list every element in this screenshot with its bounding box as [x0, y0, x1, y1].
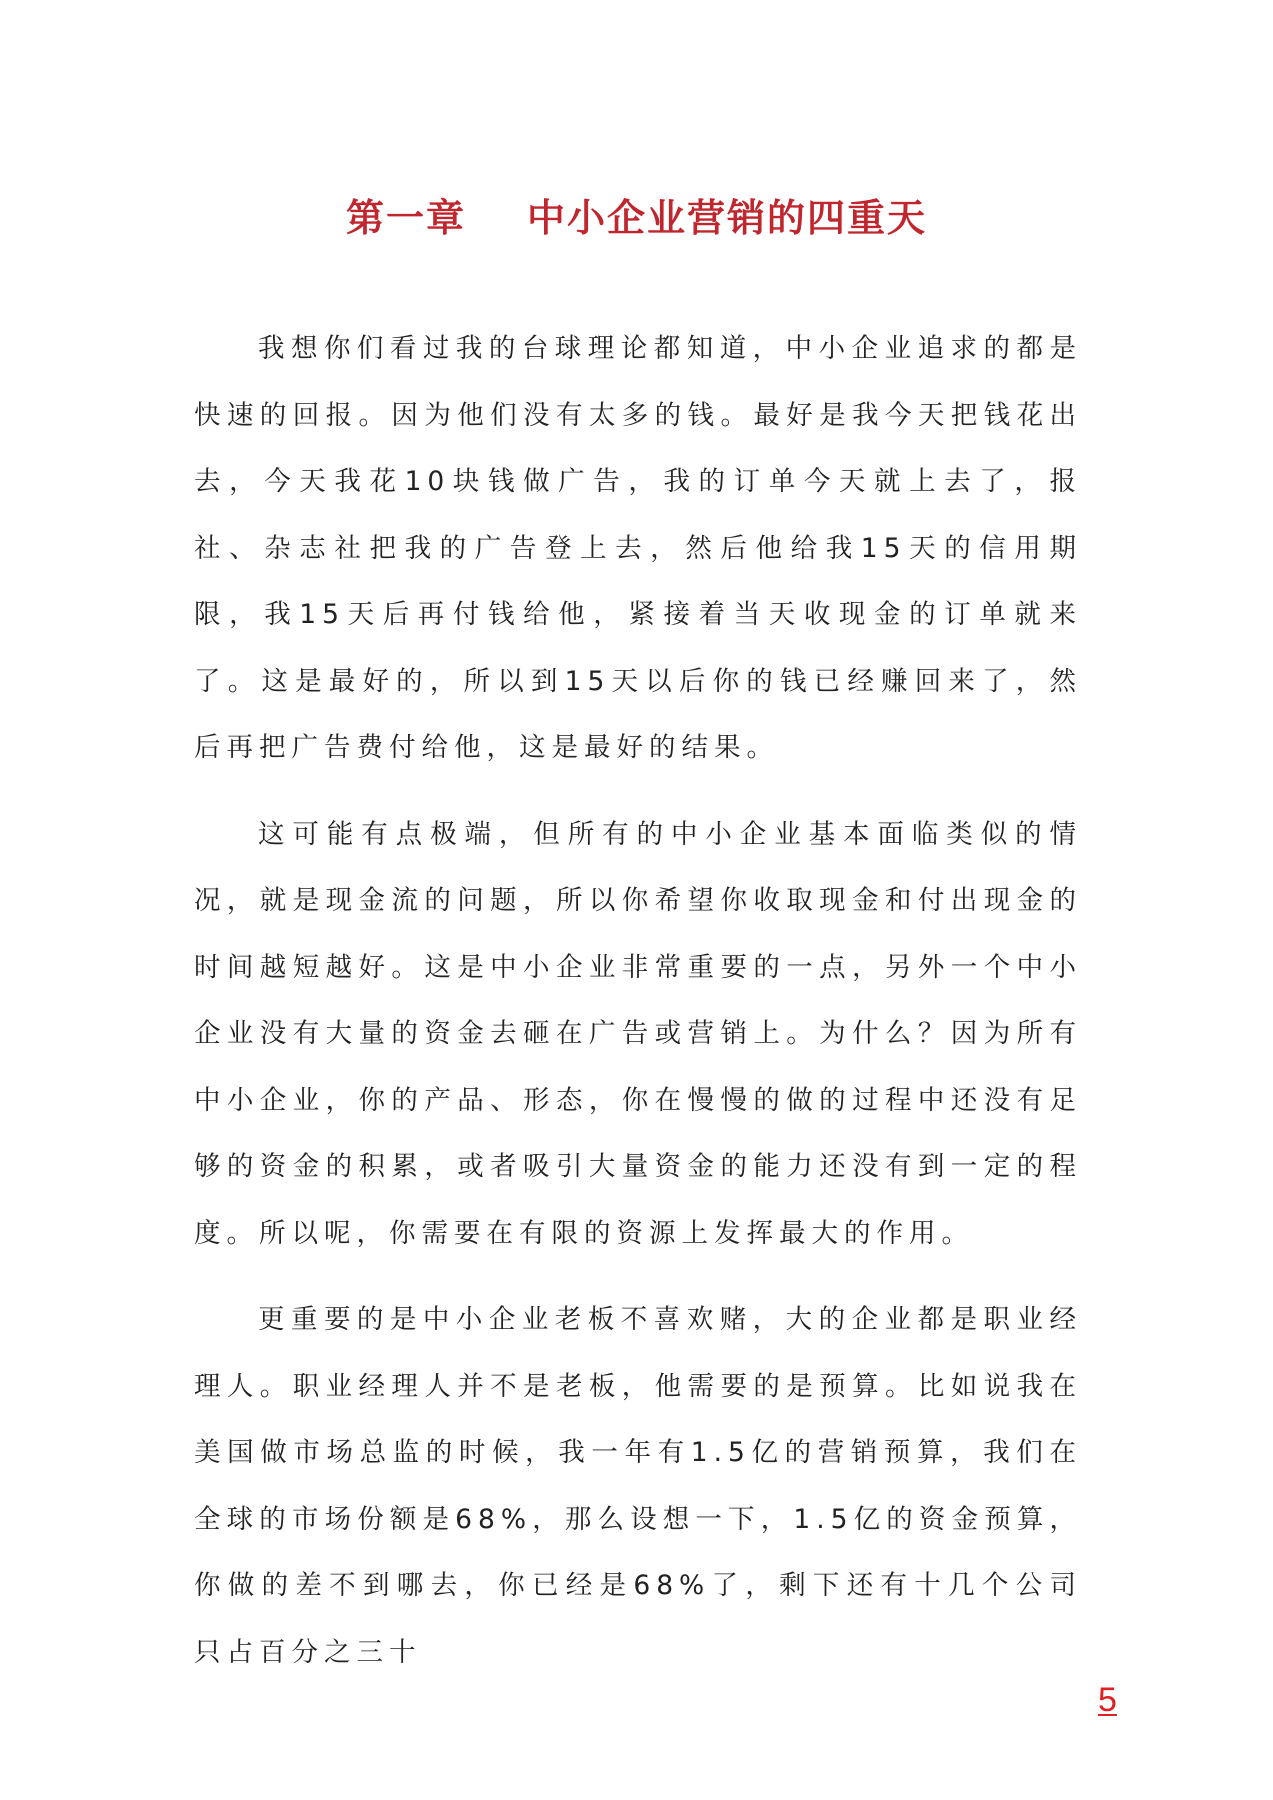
page-number[interactable]: 5: [1098, 1681, 1117, 1719]
paragraph: 我想你们看过我的台球理论都知道，中小企业追求的都是快速的回报。因为他们没有太多的钱。最好是我今天把钱花出去，今天我花10块钱做广告，我的订单今天就上去了，报社、杂志社把我的广告登上去，然后他给我15天的信用期限，我15天后再付钱给他，紧接着当天收现金的订单就来了。这是最好的，所以到15天以后你的钱已经赚回来了，然后再把广告费付给他，这是最好的结果。: [194, 333, 1082, 763]
paragraph: 更重要的是中小企业老板不喜欢赌，大的企业都是职业经理人。职业经理人并不是老板，他需要的是预算。比如说我在美国做市场总监的时候，我一年有1.5亿的营销预算，我们在全球的市场份额是68%，那么设想一下，1.5亿的资金预算，你做的差不到哪去，你已经是68%了，剩下还有十几个公司只占百分之三十: [194, 1304, 1082, 1668]
body-text: [194, 316, 1082, 1706]
chapter-title: 第一章 中小企业营销的四重天: [346, 195, 927, 241]
paragraph: 这可能有点极端，但所有的中小企业基本面临类似的情况，就是现金流的问题，所以你希望你收取现金和付出现金的时间越短越好。这是中小企业非常重要的一点，另外一个中小企业没有大量的资金去砸在广告或营销上。为什么？因为所有中小企业，你的产品、形态，你在慢慢的做的过程中还没有足够的资金的积累，或者吸引大量资金的能力还没有到一定的程度。所以呢，你需要在有限的资源上发挥最大的作用。: [194, 818, 1082, 1249]
